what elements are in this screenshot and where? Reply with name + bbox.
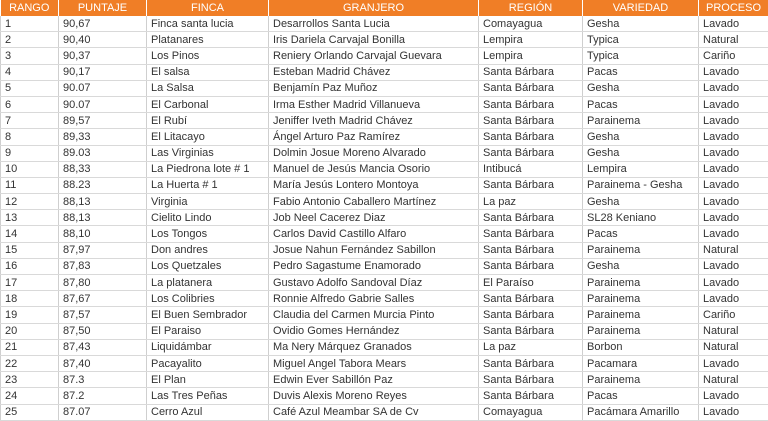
region-cell: Santa Bárbara [479, 80, 583, 96]
rango-cell: 8 [1, 129, 59, 145]
region-cell: Santa Bárbara [479, 226, 583, 242]
proceso-cell: Natural [699, 323, 768, 339]
table-row [1, 210, 768, 226]
variedad-cell: Pacámara Amarillo [583, 404, 699, 420]
granjero-cell: Manuel de Jesús Mancia Osorio [269, 161, 479, 177]
granjero-cell: Duvis Alexis Moreno Reyes [269, 388, 479, 404]
region-cell: Santa Bárbara [479, 258, 583, 274]
finca-cell: La Salsa [147, 80, 269, 96]
proceso-cell: Natural [699, 339, 768, 355]
variedad-cell: Gesha [583, 80, 699, 96]
variedad-cell: Typica [583, 32, 699, 48]
puntaje-cell: 87,67 [59, 291, 147, 307]
table-row [1, 307, 768, 323]
variedad-cell: Parainema [583, 242, 699, 258]
table-row [1, 32, 768, 48]
puntaje-cell: 89.03 [59, 145, 147, 161]
rango-cell: 3 [1, 48, 59, 64]
rango-cell: 20 [1, 323, 59, 339]
table-row [1, 129, 768, 145]
rango-cell: 9 [1, 145, 59, 161]
rango-cell: 10 [1, 161, 59, 177]
puntaje-cell: 87,43 [59, 339, 147, 355]
proceso-cell: Lavado [699, 80, 768, 96]
region-cell: Santa Bárbara [479, 242, 583, 258]
granjero-cell: Pedro Sagastume Enamorado [269, 258, 479, 274]
finca-cell: Las Tres Peñas [147, 388, 269, 404]
proceso-cell: Cariño [699, 48, 768, 64]
table-row [1, 323, 768, 339]
region-cell: Santa Bárbara [479, 96, 583, 112]
granjero-cell: Edwin Ever Sabillón Paz [269, 372, 479, 388]
granjero-cell: Benjamín Paz Muñoz [269, 80, 479, 96]
variedad-cell: Typica [583, 48, 699, 64]
rango-cell: 16 [1, 258, 59, 274]
puntaje-cell: 88,33 [59, 161, 147, 177]
proceso-cell: Lavado [699, 64, 768, 80]
header-granjero: GRANJERO [269, 0, 479, 16]
proceso-cell: Lavado [699, 96, 768, 112]
finca-cell: Platanares [147, 32, 269, 48]
header-puntaje: PUNTAJE [59, 0, 147, 16]
rango-cell: 18 [1, 291, 59, 307]
table-row [1, 388, 768, 404]
granjero-cell: Iris Dariela Carvajal Bonilla [269, 32, 479, 48]
granjero-cell: Claudia del Carmen Murcia Pinto [269, 307, 479, 323]
granjero-cell: Café Azul Meambar SA de Cv [269, 404, 479, 420]
proceso-cell: Lavado [699, 226, 768, 242]
region-cell: Santa Bárbara [479, 145, 583, 161]
table-row [1, 64, 768, 80]
puntaje-cell: 89,33 [59, 129, 147, 145]
puntaje-cell: 87.2 [59, 388, 147, 404]
proceso-cell: Lavado [699, 291, 768, 307]
finca-cell: Cerro Azul [147, 404, 269, 420]
granjero-cell: Job Neel Cacerez Diaz [269, 210, 479, 226]
finca-cell: Los Tongos [147, 226, 269, 242]
puntaje-cell: 87,50 [59, 323, 147, 339]
header-variedad: VARIEDAD [583, 0, 699, 16]
finca-cell: Liquidámbar [147, 339, 269, 355]
region-cell: Comayagua [479, 404, 583, 420]
region-cell: Lempira [479, 48, 583, 64]
table-row [1, 177, 768, 193]
region-cell: Santa Bárbara [479, 355, 583, 371]
granjero-cell: Dolmin Josue Moreno Alvarado [269, 145, 479, 161]
variedad-cell: Parainema [583, 113, 699, 129]
region-cell: Comayagua [479, 16, 583, 32]
variedad-cell: Gesha [583, 145, 699, 161]
table-row [1, 16, 768, 32]
region-cell: Santa Bárbara [479, 388, 583, 404]
rango-cell: 2 [1, 32, 59, 48]
variedad-cell: Lempira [583, 161, 699, 177]
rango-cell: 1 [1, 16, 59, 32]
table-row [1, 275, 768, 291]
rango-cell: 4 [1, 64, 59, 80]
puntaje-cell: 87,83 [59, 258, 147, 274]
table-row [1, 258, 768, 274]
puntaje-cell: 87.07 [59, 404, 147, 420]
granjero-cell: Irma Esther Madrid Villanueva [269, 96, 479, 112]
granjero-cell: Esteban Madrid Chávez [269, 64, 479, 80]
finca-cell: La platanera [147, 275, 269, 291]
header-finca: FINCA [147, 0, 269, 16]
finca-cell: Los Pinos [147, 48, 269, 64]
puntaje-cell: 90.07 [59, 80, 147, 96]
rango-cell: 24 [1, 388, 59, 404]
header-row [1, 0, 768, 16]
granjero-cell: Reniery Orlando Carvajal Guevara [269, 48, 479, 64]
puntaje-cell: 90.07 [59, 96, 147, 112]
header-rango: RANGO [1, 0, 59, 16]
region-cell: Santa Bárbara [479, 210, 583, 226]
rango-cell: 25 [1, 404, 59, 420]
variedad-cell: Parainema [583, 307, 699, 323]
region-cell: Santa Bárbara [479, 129, 583, 145]
variedad-cell: Parainema [583, 275, 699, 291]
finca-cell: La Piedrona lote # 1 [147, 161, 269, 177]
puntaje-cell: 88,13 [59, 194, 147, 210]
granjero-cell: Ma Nery Márquez Granados [269, 339, 479, 355]
region-cell: El Paraíso [479, 275, 583, 291]
variedad-cell: Parainema - Gesha [583, 177, 699, 193]
rango-cell: 12 [1, 194, 59, 210]
puntaje-cell: 87.3 [59, 372, 147, 388]
variedad-cell: Parainema [583, 323, 699, 339]
puntaje-cell: 89,57 [59, 113, 147, 129]
table-row [1, 339, 768, 355]
table-row [1, 96, 768, 112]
proceso-cell: Lavado [699, 16, 768, 32]
rango-cell: 13 [1, 210, 59, 226]
rango-cell: 23 [1, 372, 59, 388]
proceso-cell: Cariño [699, 307, 768, 323]
finca-cell: Los Colibries [147, 291, 269, 307]
rango-cell: 5 [1, 80, 59, 96]
table-row [1, 194, 768, 210]
puntaje-cell: 90,67 [59, 16, 147, 32]
header-region: REGIÓN [479, 0, 583, 16]
puntaje-cell: 90,37 [59, 48, 147, 64]
variedad-cell: Gesha [583, 129, 699, 145]
finca-cell: El Buen Sembrador [147, 307, 269, 323]
variedad-cell: Pacas [583, 388, 699, 404]
puntaje-cell: 88.23 [59, 177, 147, 193]
puntaje-cell: 88,10 [59, 226, 147, 242]
variedad-cell: Pacas [583, 96, 699, 112]
puntaje-cell: 87,57 [59, 307, 147, 323]
granjero-cell: Gustavo Adolfo Sandoval Díaz [269, 275, 479, 291]
granjero-cell: Miguel Angel Tabora Mears [269, 355, 479, 371]
variedad-cell: Borbon [583, 339, 699, 355]
finca-cell: El Carbonal [147, 96, 269, 112]
region-cell: Santa Bárbara [479, 307, 583, 323]
finca-cell: La Huerta # 1 [147, 177, 269, 193]
granjero-cell: Ronnie Alfredo Gabrie Salles [269, 291, 479, 307]
proceso-cell: Lavado [699, 177, 768, 193]
puntaje-cell: 88,13 [59, 210, 147, 226]
table-row [1, 226, 768, 242]
rango-cell: 17 [1, 275, 59, 291]
table-row [1, 145, 768, 161]
granjero-cell: María Jesús Lontero Montoya [269, 177, 479, 193]
finca-cell: El Litacayo [147, 129, 269, 145]
granjero-cell: Desarrollos Santa Lucia [269, 16, 479, 32]
table-row [1, 242, 768, 258]
proceso-cell: Lavado [699, 275, 768, 291]
rango-cell: 11 [1, 177, 59, 193]
proceso-cell: Natural [699, 372, 768, 388]
puntaje-cell: 87,40 [59, 355, 147, 371]
proceso-cell: Lavado [699, 258, 768, 274]
finca-cell: El Paraiso [147, 323, 269, 339]
granjero-cell: Jeniffer Iveth Madrid Chávez [269, 113, 479, 129]
rango-cell: 22 [1, 355, 59, 371]
region-cell: La paz [479, 194, 583, 210]
proceso-cell: Lavado [699, 388, 768, 404]
variedad-cell: Gesha [583, 16, 699, 32]
table-row [1, 355, 768, 371]
region-cell: Santa Bárbara [479, 323, 583, 339]
region-cell: Lempira [479, 32, 583, 48]
puntaje-cell: 90,40 [59, 32, 147, 48]
table-row [1, 113, 768, 129]
proceso-cell: Lavado [699, 161, 768, 177]
proceso-cell: Natural [699, 32, 768, 48]
variedad-cell: Parainema [583, 372, 699, 388]
rango-cell: 21 [1, 339, 59, 355]
region-cell: Santa Bárbara [479, 113, 583, 129]
region-cell: Santa Bárbara [479, 177, 583, 193]
finca-cell: Finca santa lucia [147, 16, 269, 32]
variedad-cell: Gesha [583, 258, 699, 274]
table-row [1, 161, 768, 177]
finca-cell: Pacayalito [147, 355, 269, 371]
rango-cell: 6 [1, 96, 59, 112]
table-row [1, 404, 768, 420]
puntaje-cell: 87,97 [59, 242, 147, 258]
proceso-cell: Lavado [699, 113, 768, 129]
header-proceso: PROCESO [699, 0, 768, 16]
table-row [1, 80, 768, 96]
region-cell: Santa Bárbara [479, 372, 583, 388]
proceso-cell: Natural [699, 242, 768, 258]
finca-cell: Virginia [147, 194, 269, 210]
proceso-cell: Lavado [699, 129, 768, 145]
granjero-cell: Fabio Antonio Caballero Martínez [269, 194, 479, 210]
proceso-cell: Lavado [699, 145, 768, 161]
puntaje-cell: 90,17 [59, 64, 147, 80]
table-row [1, 48, 768, 64]
finca-cell: El Plan [147, 372, 269, 388]
finca-cell: El salsa [147, 64, 269, 80]
proceso-cell: Lavado [699, 404, 768, 420]
region-cell: Santa Bárbara [479, 64, 583, 80]
finca-cell: Cielito Lindo [147, 210, 269, 226]
granjero-cell: Ángel Arturo Paz Ramírez [269, 129, 479, 145]
variedad-cell: Gesha [583, 194, 699, 210]
rango-cell: 19 [1, 307, 59, 323]
rango-cell: 15 [1, 242, 59, 258]
table-row [1, 372, 768, 388]
finca-cell: Los Quetzales [147, 258, 269, 274]
finca-cell: Don andres [147, 242, 269, 258]
granjero-cell: Ovidio Gomes Hernández [269, 323, 479, 339]
region-cell: Santa Bárbara [479, 291, 583, 307]
region-cell: Intibucá [479, 161, 583, 177]
proceso-cell: Lavado [699, 355, 768, 371]
variedad-cell: Parainema [583, 291, 699, 307]
proceso-cell: Lavado [699, 210, 768, 226]
granjero-cell: Josue Nahun Fernández Sabillon [269, 242, 479, 258]
table-row [1, 291, 768, 307]
variedad-cell: SL28 Keniano [583, 210, 699, 226]
rango-cell: 7 [1, 113, 59, 129]
variedad-cell: Pacamara [583, 355, 699, 371]
table-body [1, 16, 768, 420]
region-cell: La paz [479, 339, 583, 355]
finca-cell: El Rubí [147, 113, 269, 129]
granjero-cell: Carlos David Castillo Alfaro [269, 226, 479, 242]
proceso-cell: Lavado [699, 194, 768, 210]
variedad-cell: Pacas [583, 64, 699, 80]
puntaje-cell: 87,80 [59, 275, 147, 291]
variedad-cell: Pacas [583, 226, 699, 242]
rango-cell: 14 [1, 226, 59, 242]
finca-cell: Las Virginias [147, 145, 269, 161]
